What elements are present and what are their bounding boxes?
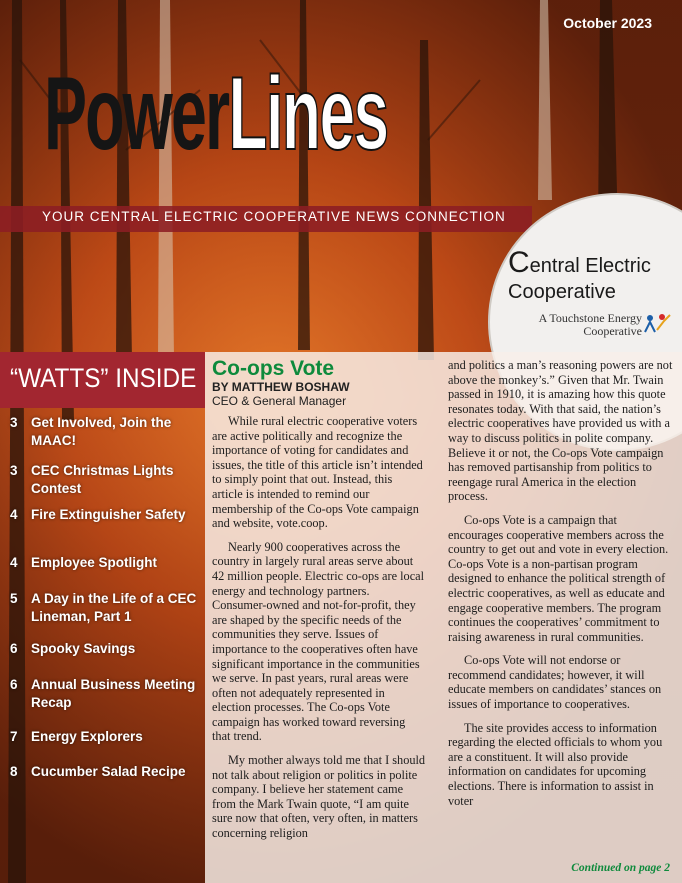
touchstone-line1: A Touchstone Energy <box>538 311 642 325</box>
toc-page-number: 3 <box>10 415 18 430</box>
toc-label: Spooky Savings <box>31 641 136 656</box>
toc-page-number: 7 <box>10 729 18 744</box>
article-byline: BY MATTHEW BOSHAW <box>212 380 350 394</box>
sidebar-title: “WATTS” INSIDE <box>10 363 197 393</box>
toc-item[interactable] <box>10 590 200 626</box>
continued-link[interactable]: Continued on page 2 <box>571 862 670 874</box>
toc-item[interactable] <box>10 728 200 746</box>
toc-label: Employee Spotlight <box>31 555 158 570</box>
toc-page-number: 6 <box>10 677 18 692</box>
toc-page-number: 4 <box>10 507 18 522</box>
article-paragraph: Nearly 900 cooperatives across the country in largely rural areas serve about 42 million people. Electric co-ops are local energy and technology partners. Consumer-owned and not-for-profit, they are shaped by the specific needs of the communities they serve. Issues of importance to the cooperatives often have significant importance in the communities we serve. In past years, rural areas were often not adequately represented in election processes. The Co-ops Vote campaign has worked toward reversing that trend. <box>212 539 425 744</box>
toc-item[interactable] <box>10 640 200 658</box>
toc-label: Fire Extinguisher Safety <box>31 507 186 522</box>
issue-date: October 2023 <box>563 15 652 31</box>
name-line2: Cooperative <box>508 281 616 303</box>
author-role: CEO & General Manager <box>212 394 347 408</box>
toc-page-number: 6 <box>10 641 18 656</box>
article-column-2 <box>448 358 674 817</box>
toc-item[interactable] <box>10 506 200 524</box>
touchstone-energy-icon <box>642 312 672 334</box>
article-paragraph: The site provides access to information regarding the elected officials to whom you are a constituent. It will also provide information on candidates for upcoming elections. There is information to assist in voter <box>448 720 663 808</box>
masthead-lines: Lines <box>228 56 388 172</box>
article-paragraph: Co-ops Vote is a campaign that encourages cooperative members across the country to get out and vote in every election. Co-ops Vote is a non-partisan program designed to enhance the political strength of electric cooperatives, as well as educate and engage cooperative members. The program continues the cooperatives’ commitment to raising awareness in rural communities. <box>448 512 669 644</box>
toc-page-number: 4 <box>10 555 18 570</box>
article-column-1 <box>212 358 426 850</box>
masthead-title <box>44 56 388 172</box>
toc-item[interactable] <box>10 763 200 781</box>
toc-item[interactable] <box>10 554 200 572</box>
touchstone-energy-text <box>512 312 642 338</box>
toc-label: Get Involved, Join the MAAC! <box>31 415 172 448</box>
article-paragraph: While rural electric cooperative voters are active politically and recognize the importance of voting for candidates and issues, the title of this article isn’t intended to simply point that out. Instead, this article is intended to remind our membership of the Co-ops Vote campaign and website, vote.coop. <box>212 414 423 531</box>
toc-page-number: 3 <box>10 463 18 478</box>
toc-page-number: 5 <box>10 591 18 606</box>
article-paragraph: Co-ops Vote will not endorse or recommend candidates; however, it will educate members on candidates’ stances on issues of importance to cooperatives. <box>448 653 662 712</box>
toc-item[interactable] <box>10 462 200 498</box>
cooperative-name <box>508 246 682 305</box>
toc-label: A Day in the Life of a CEC Lineman, Part 1 <box>31 591 197 624</box>
toc-item[interactable] <box>10 414 200 450</box>
toc-label: CEC Christmas Lights Contest <box>31 463 174 496</box>
toc-label: Annual Business Meeting Recap <box>31 677 196 710</box>
masthead-power: Power <box>44 56 229 172</box>
article-paragraph: and politics a man’s reasoning powers are not above the monkey’s.” Given that Mr. Twain passed in 1910, it is amazing how this quote resonates today. With that said, the nation’s electric cooperatives have provided us with a way to discuss politics in polite company. Believe it or not, the Co-ops Vote campaign has removed partisanship from politics to reengage rural America in the election process. <box>448 358 673 504</box>
touchstone-line2: Cooperative <box>583 324 642 338</box>
name-initial: C <box>508 246 530 279</box>
article-headline: Co-ops Vote <box>212 357 335 380</box>
toc-label: Energy Explorers <box>31 729 143 744</box>
toc-label: Cucumber Salad Recipe <box>31 764 186 779</box>
name-line1: entral Electric <box>529 255 651 277</box>
toc-item[interactable] <box>10 676 200 712</box>
toc-page-number: 8 <box>10 764 18 779</box>
tagline: YOUR CENTRAL ELECTRIC COOPERATIVE NEWS CONNECTION <box>42 209 506 224</box>
article-paragraph: My mother always told me that I should not talk about religion or politics in polite company. I believe her statement came from the Mark Twain quote, “I am quite sure now that often, very often, in matters concerning religion <box>212 753 426 841</box>
